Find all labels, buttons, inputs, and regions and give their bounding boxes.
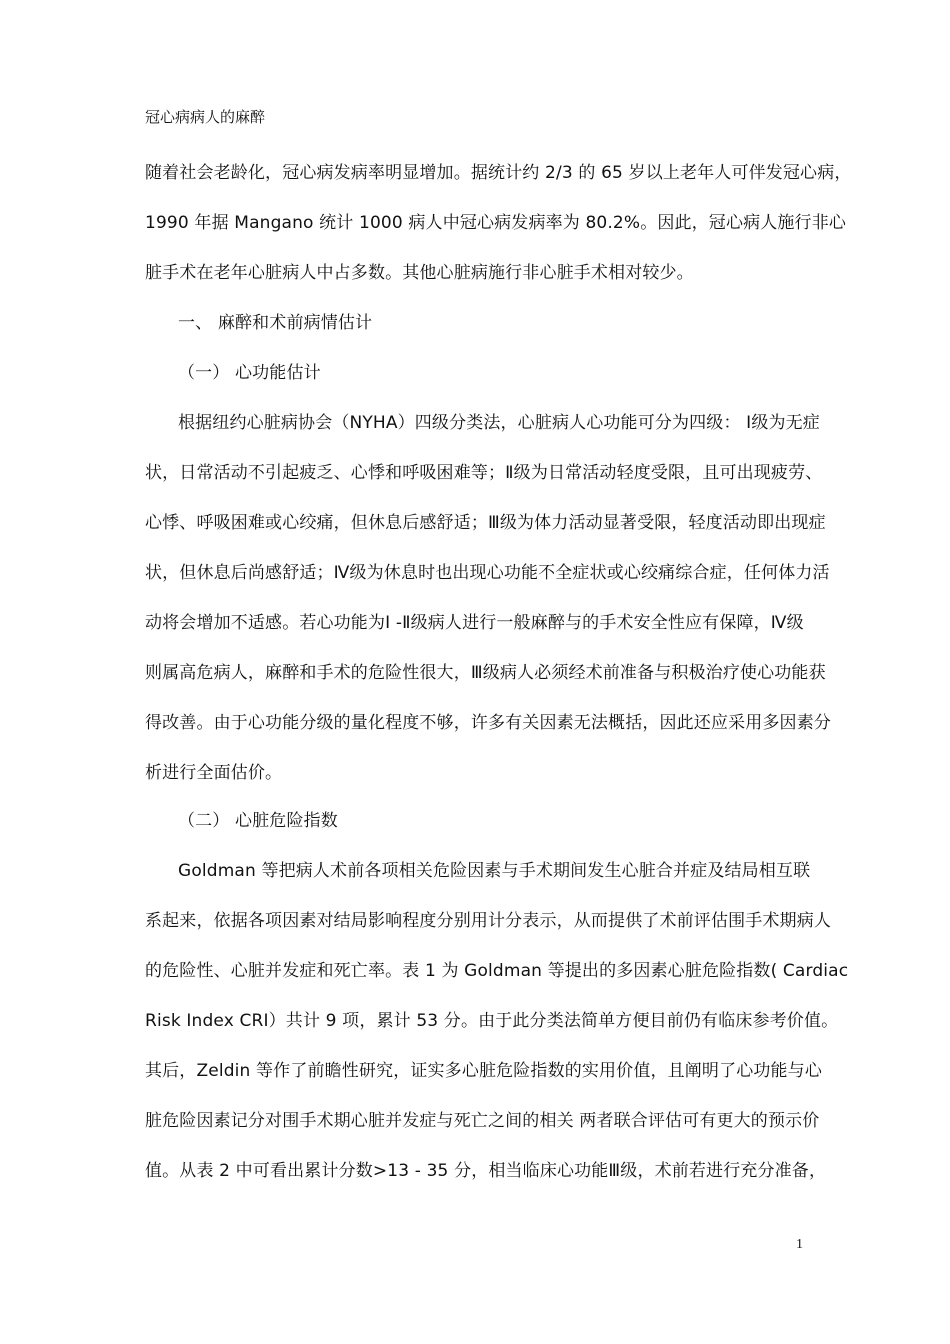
paragraph-1-line-1: 根据纽约心脏病协会（NYHA）四级分类法，心脏病人心功能可分为四级： Ⅰ级为无症 <box>178 413 820 433</box>
document-title: 冠心病病人的麻醉 <box>145 108 266 126</box>
intro-line-3: 脏手术在老年心脏病人中占多数。其他心脏病施行非心脏手术相对较少。 <box>145 263 694 283</box>
paragraph-1-line-7: 得改善。由于心功能分级的量化程度不够，许多有关因素无法概括，因此还应采用多因素分 <box>145 713 831 733</box>
paragraph-1-line-2: 状，日常活动不引起疲乏、心悸和呼吸困难等；Ⅱ级为日常活动轻度受限，且可出现疲劳、 <box>145 463 823 483</box>
subsection-heading-2: （二） 心脏危险指数 <box>178 811 338 831</box>
paragraph-2-line-4: Risk Index CRI）共计 9 项，累计 53 分。由于此分类法简单方便目前仍有临床参考价值。 <box>145 1011 839 1031</box>
paragraph-2-line-1: Goldman 等把病人术前各项相关危险因素与手术期间发生心脏合并症及结局相互联 <box>178 861 811 881</box>
subsection-heading-1: （一） 心功能估计 <box>178 363 321 383</box>
paragraph-1-line-8: 析进行全面估价。 <box>145 763 283 783</box>
page-number: 1 <box>796 1237 803 1252</box>
paragraph-1-line-5: 动将会增加不适感。若心功能为Ⅰ -Ⅱ级病人进行一般麻醉与的手术安全性应有保障，Ⅳ级 <box>145 613 804 633</box>
paragraph-1-line-6: 则属高危病人，麻醉和手术的危险性很大，Ⅲ级病人必须经术前准备与积极治疗使心功能获 <box>145 663 826 683</box>
section-heading-1: 一、 麻醉和术前病情估计 <box>178 313 373 333</box>
paragraph-2-line-2: 系起来，依据各项因素对结局影响程度分别用计分表示，从而提供了术前评估围手术期病人 <box>145 911 831 931</box>
paragraph-1-line-4: 状，但休息后尚感舒适；Ⅳ级为休息时也出现心功能不全症状或心绞痛综合症，任何体力活 <box>145 563 830 583</box>
paragraph-2-line-6: 脏危险因素记分对围手术期心脏并发症与死亡之间的相关 两者联合评估可有更大的预示价 <box>145 1111 820 1131</box>
intro-line-2: 1990 年据 Mangano 统计 1000 病人中冠心病发病率为 80.2%。因此，冠心病人施行非心 <box>145 213 846 233</box>
paragraph-2-line-5: 其后，Zeldin 等作了前瞻性研究，证实多心脏危险指数的实用价值，且阐明了心功能与心 <box>145 1061 822 1081</box>
paragraph-1-line-3: 心悸、呼吸困难或心绞痛，但休息后感舒适；Ⅲ级为体力活动显著受限，轻度活动即出现症 <box>145 513 826 533</box>
paragraph-2-line-7: 值。从表 2 中可看出累计分数>13 - 35 分，相当临床心功能Ⅲ级，术前若进行充分准备， <box>145 1161 827 1181</box>
intro-line-1: 随着社会老龄化，冠心病发病率明显增加。据统计约 2/3 的 65 岁以上老年人可伴发冠心病， <box>145 163 852 183</box>
paragraph-2-line-3: 的危险性、心脏并发症和死亡率。表 1 为 Goldman 等提出的多因素心脏危险指数( Cardiac <box>145 961 849 981</box>
